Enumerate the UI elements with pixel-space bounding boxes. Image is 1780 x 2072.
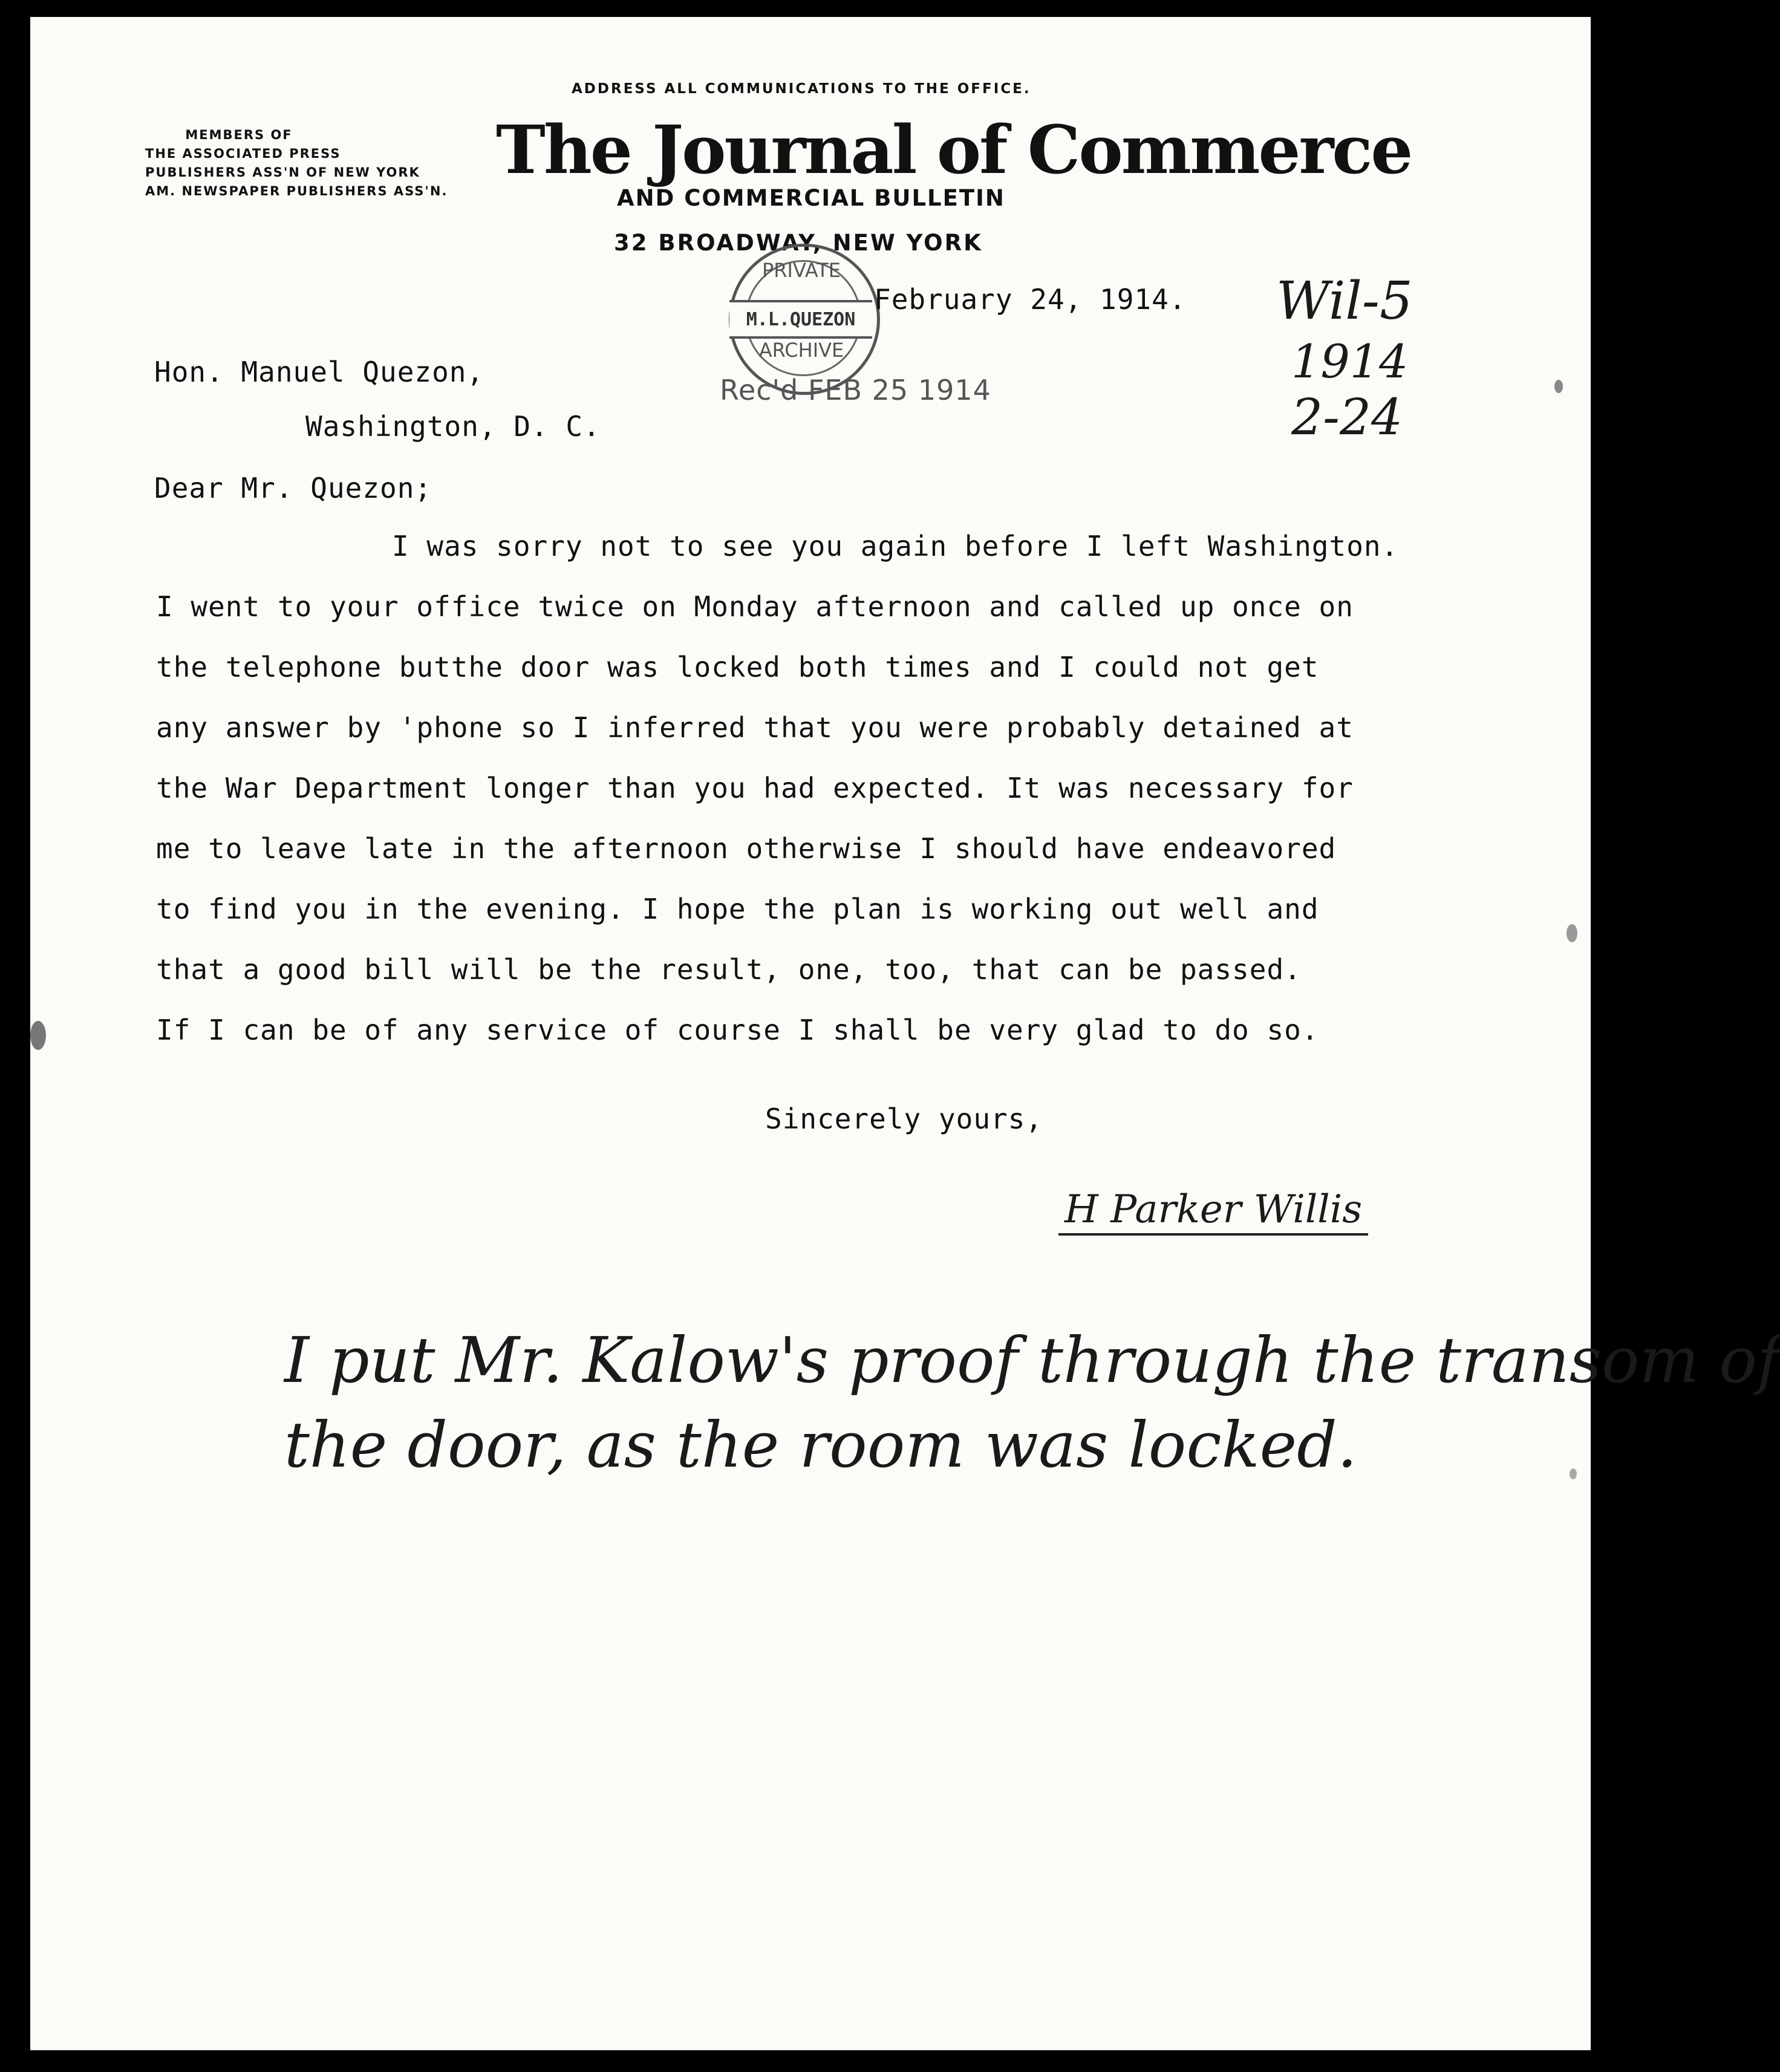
body-line: the War Department longer than you had expected. It was necessary for — [156, 772, 1354, 804]
paper-speck — [30, 1021, 46, 1050]
postscript-line: I put Mr. Kalow's proof through the transom of — [284, 1323, 1780, 1397]
file-note-line: Wil-5 — [1276, 271, 1413, 331]
salutation: Dear Mr. Quezon; — [154, 472, 432, 504]
file-note-line: 2-24 — [1291, 389, 1403, 446]
letter-date: February 24, 1914. — [874, 283, 1187, 316]
closing: Sincerely yours, — [765, 1103, 1043, 1135]
paper-speck — [1554, 380, 1563, 393]
members-block — [145, 126, 448, 201]
body-line: any answer by 'phone so I inferred that you were probably detained at — [156, 711, 1354, 744]
paper-speck — [1570, 1468, 1577, 1479]
newspaper-subtitle: AND COMMERCIAL BULLETIN — [617, 185, 1005, 211]
address-communications-line: ADDRESS ALL COMMUNICATIONS TO THE OFFICE. — [572, 81, 1031, 97]
recipient-city: Washington, D. C. — [305, 410, 601, 443]
body-line: that a good bill will be the result, one, too, that can be passed. — [156, 953, 1302, 986]
archive-stamp — [729, 244, 880, 395]
members-line: PUBLISHERS ASS'N OF NEW YORK — [145, 165, 420, 180]
stamp-top-text: PRIVATE — [762, 259, 841, 282]
body-line: the telephone butthe door was locked both times and I could not get — [156, 651, 1319, 683]
office-address: 32 BROADWAY, NEW YORK — [614, 230, 983, 256]
file-note-line: 1914 — [1291, 334, 1409, 388]
received-stamp: Rec'd FEB 25 1914 — [720, 374, 991, 406]
recipient-name: Hon. Manuel Quezon, — [154, 356, 484, 388]
body-line: me to leave late in the afternoon otherwise I should have endeavored — [156, 832, 1337, 865]
newspaper-title: The Journal of Commerce — [496, 111, 1412, 189]
body-line: If I can be of any service of course I shall be very glad to do so. — [156, 1014, 1319, 1046]
body-line: I was sorry not to see you again before I left Washington. — [392, 530, 1399, 562]
stamp-bottom-text: ARCHIVE — [758, 339, 844, 362]
stamp-center-text: M.L.QUEZON — [746, 308, 856, 330]
members-line: MEMBERS OF — [185, 128, 293, 142]
members-line: AM. NEWSPAPER PUBLISHERS ASS'N. — [145, 184, 448, 198]
body-line: I went to your office twice on Monday afternoon and called up once on — [156, 590, 1354, 623]
body-line: to find you in the evening. I hope the plan is working out well and — [156, 893, 1319, 925]
letter-page — [30, 17, 1780, 2050]
members-line: THE ASSOCIATED PRESS — [145, 146, 341, 161]
paper-speck — [1566, 924, 1577, 942]
signature: H Parker Willis — [1058, 1187, 1368, 1236]
postscript-line: the door, as the room was locked. — [284, 1408, 1357, 1482]
